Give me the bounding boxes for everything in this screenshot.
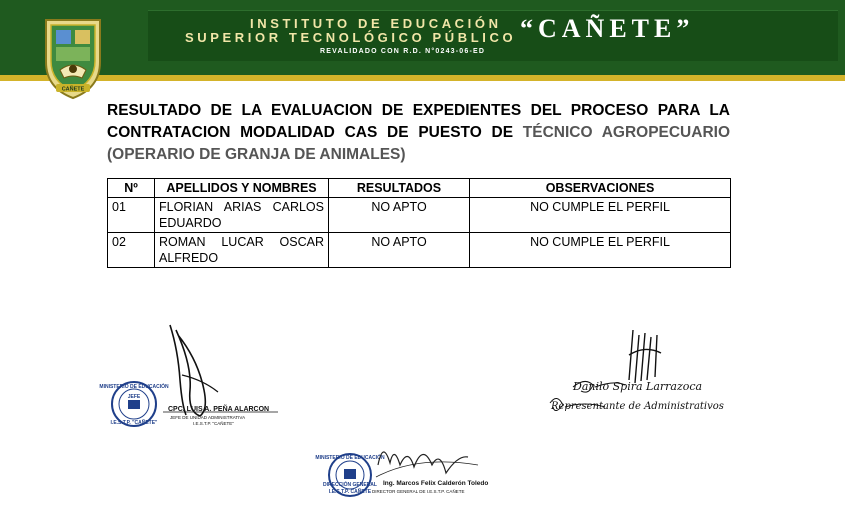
institute-line-2: SUPERIOR TECNOLÓGICO PÚBLICO bbox=[185, 30, 517, 45]
institute-line-1: INSTITUTO DE EDUCACIÓN bbox=[250, 16, 502, 31]
row-name: ROMAN LUCAR OSCAR ALFREDO bbox=[155, 233, 329, 268]
logo-caption: CAÑETE bbox=[61, 86, 85, 93]
revalidation-text: REVALIDADO CON R.D. N°0243-06-ED bbox=[320, 48, 486, 55]
document-title bbox=[107, 100, 730, 166]
stamp-left-bottom: I.E.S.T.P. "CAÑETE" bbox=[110, 420, 158, 426]
row-number: 01 bbox=[108, 198, 155, 233]
table-header-row bbox=[108, 179, 731, 198]
stamp-left-top: MINISTERIO DE EDUCACIÓN bbox=[99, 384, 169, 390]
header-results: RESULTADOS bbox=[329, 179, 470, 198]
row-observation: NO CUMPLE EL PERFIL bbox=[470, 233, 731, 268]
signatory-bottom-name: Ing. Marcos Felix Calderón Toledo bbox=[383, 480, 489, 487]
results-table bbox=[107, 178, 731, 268]
document-title-part-1: RESULTADO DE LA EVALUACION DE EXPEDIENTES DEL PROCESO PARA LA CONTRATACION MODALIDAD CAS DE PUESTO DE bbox=[107, 102, 730, 141]
signatory-left-name: CPC. LUIS A. PEÑA ALARCON bbox=[168, 406, 270, 413]
official-stamp-left bbox=[99, 382, 169, 426]
stamp-left-mid: JEFE bbox=[127, 394, 141, 400]
institute-crest-logo bbox=[40, 14, 106, 100]
signatory-bottom-role: DIRECTOR GENERAL DE I.E.S.T.P. CAÑETE bbox=[372, 489, 465, 494]
institute-name: “CAÑETE” bbox=[520, 14, 695, 43]
table-row bbox=[108, 233, 731, 268]
row-observation: NO CUMPLE EL PERFIL bbox=[470, 198, 731, 233]
signatory-left-role: JEFE DE UNIDAD ADMINISTRATIVA bbox=[170, 415, 246, 420]
signature-bottom bbox=[315, 435, 498, 525]
document-title-part-2: TÉCNICO AGROPECUARIO (OPERARIO DE GRANJA DE ANIMALES) bbox=[107, 124, 731, 163]
stamp-bottom-mid: DIRECCIÓN GENERAL bbox=[323, 482, 377, 488]
signature-right-line-1: Danilo Spira Larrazoca bbox=[573, 380, 703, 393]
row-result: NO APTO bbox=[329, 198, 470, 233]
signature-left bbox=[99, 320, 288, 430]
table-row bbox=[108, 198, 731, 233]
row-number: 02 bbox=[108, 233, 155, 268]
row-name: FLORIAN ARIAS CARLOS EDUARDO bbox=[155, 198, 329, 233]
header-number: Nº bbox=[108, 179, 155, 198]
stamp-bottom-top: MINISTERIO DE EDUCACIÓN bbox=[315, 455, 385, 461]
header-names: APELLIDOS Y NOMBRES bbox=[155, 179, 329, 198]
row-result: NO APTO bbox=[329, 233, 470, 268]
signatory-left-org: I.E.S.T.P. "CAÑETE" bbox=[193, 421, 234, 426]
signature-right bbox=[545, 325, 745, 430]
header-observations: OBSERVACIONES bbox=[470, 179, 731, 198]
signature-right-line-2: Representante de Administrativos bbox=[551, 401, 724, 412]
header-gold-stripe bbox=[0, 75, 845, 81]
stamp-bottom-bottom: I.E.S.T.P. CAÑETE bbox=[328, 489, 372, 495]
